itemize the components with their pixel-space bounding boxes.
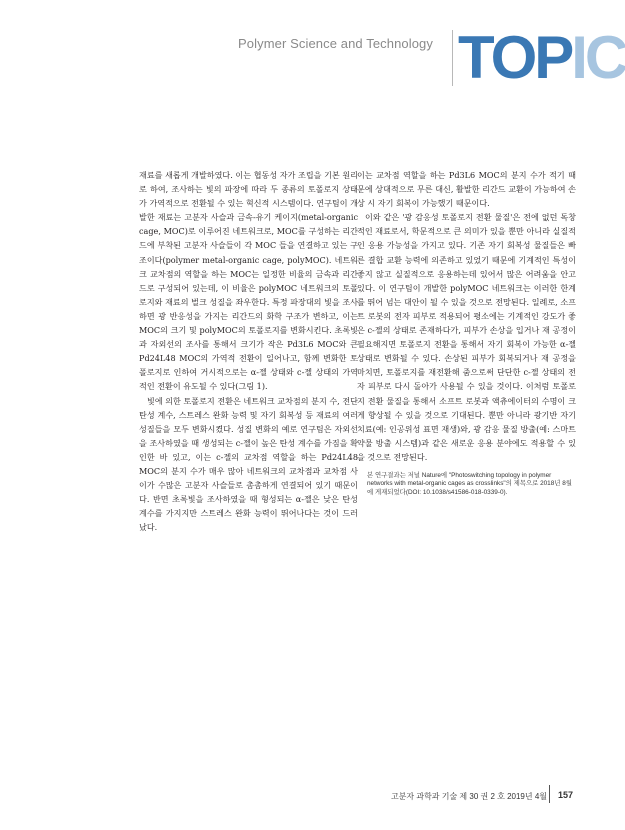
paragraph: 빛에 의한 토폴로지 전환은 네트워크 교차점의 분지 수, 전단 탄성 계수, 스트레스 완화 능력 및 자기 회복성 등 재료의 여러 성질들을 모두 변화시켰다. 성질 변화의 예로 연구팀은 자외선을 조사하였을 때 생성되는 c-젤이 높은 탄성 계수를 가짐을 확인한 바 있고, 이는 c-젤의 교차점 역할을 하는 Pd24L48 MOC의 분지 수가 매우 많아 네트워크의 교차점과 교차점 사이가 수많은 고분자 사슬들로 촘촘하게 연결되어 있기 때문이다. 반면 초록빛을 조사하였을 때 형성되는 α-젤은 낮은 탄성 계수를 가지지만 스트레스 완화 능력이 뛰어나다는 것이 드러났다. [139, 395, 358, 533]
left-column [139, 168, 358, 534]
header-divider [452, 30, 453, 86]
footer-divider [549, 785, 550, 803]
right-column [357, 168, 576, 497]
journal-info: 고분자 과학과 기술 제 30 권 2 호 2019년 4월 [390, 792, 547, 801]
section-title: Polymer Science and Technology [238, 36, 433, 51]
paragraph: 이와 같은 '광 감응성 토폴로지 전환 물질'은 전에 없던 독창적인 재료로서, 학문적으로 큰 의미가 있을 뿐만 아니라 실질적인 응용 가능성을 가지고 있다. 기존 자기 회복성 물질들은 빠른 결합 교환 능력에 의존하고 있었기 때문에 기계적인 특성이 좋지 않고 실질적으로 응용하는데 있어서 많은 어려움을 안고 있다. 이 연구팀이 개발한 polyMOC 네트워크는 이러한 한계를 뛰어 넘는 대안이 될 수 있을 것으로 전망된다. 일례로, 소프트 로봇의 전자 피부로 적용되어 평소에는 기계적인 강도가 좋은 c-젤의 상태로 존재하다가, 피부가 손상을 입거나 재 공정이 필요해지면 토폴로지 전환을 통해서 자기 회복이 가능한 α-젤 상태로 변화될 수 있다. 손상된 피부가 회복되거나 재 공정을 마치면, 토폴로지를 재전환해 줌으로써 단단한 c-젤 상태의 전자 피부로 다시 돌아가 사용될 수 있을 것이다. 이처럼 토폴로지 전환 물질을 통해서 소프트 로봇과 액츄에이터의 수명이 크게 향상될 수 있을 것으로 기대된다. 뿐만 아니라 광기반 자기 치료(예: 인공위성 표면 재생)와, 광 감응 물질 방출(예: 스마트 약물 방출 시스템)과 같은 새로운 응용 분야에도 적용할 수 있을 것으로 전망된다. [357, 212, 576, 462]
page-footer [0, 785, 615, 805]
paragraph: 이는 교차점 역할을 하는 Pd3L6 MOC의 분지 수가 적기 때문에 상대적으로 무른 대신, 활발한 리간드 교환이 가능하여 손상 시 자기 회복이 가능했기 때문이다. [357, 170, 576, 209]
paragraph: 재료를 새롭게 개발하였다. 이는 협동성 자가 조립을 기본 원리로 하여, 조사하는 빛의 파장에 따라 두 종류의 토폴로지 상태가 가역적으로 전환될 수 있는 혁신적 시스템이다. 연구팀이 개발한 재료는 고분자 사슬과 금속-유기 케이지(metal-organic cage, MOC)로 이루어진 네트워크로, MOC를 구성하는 리간드에 부착된 고분자 사슬들이 각 MOC 들을 연결하고 있는 구조이다(polymer metal-organic cage, polyMOC). 네트워크 교차점의 역할을 하는 MOC는 일정한 비율의 금속과 리간드로 구성되어 있는데, 이 비율은 polyMOC 네트워크의 토폴로지와 재료의 벌크 성질을 좌우한다. 특정 파장대의 빛을 조사하면 광 반응성을 가지는 리간드의 화학 구조가 변하고, 이는 MOC의 크기 및 polyMOC의 토폴로지를 변화시킨다. 초록빛과 자외선의 조사를 통해서 크기가 작은 Pd3L6 MOC와 큰 Pd24L48 MOC의 가역적 전환이 일어나고, 함께 변화한 토폴로지로 인하여 거시적으로는 α-젤 상태와 c-젤 상태의 가역적인 전환이 유도될 수 있다(그림 1). [139, 170, 358, 392]
topic-logo [458, 24, 625, 91]
topic-logo-light: IC [571, 24, 625, 91]
footnote: 본 연구결과는 저널 Nature에 "Photoswitching topology in polymer networks with metal-organic cages as crosslinks"의 제목으로 2018년 8월에 게재되었다(DOI: 10.1038/s41586-018-0339-0). [367, 471, 572, 496]
page-number: 157 [558, 790, 574, 800]
topic-logo-bold: TOP [458, 24, 572, 91]
